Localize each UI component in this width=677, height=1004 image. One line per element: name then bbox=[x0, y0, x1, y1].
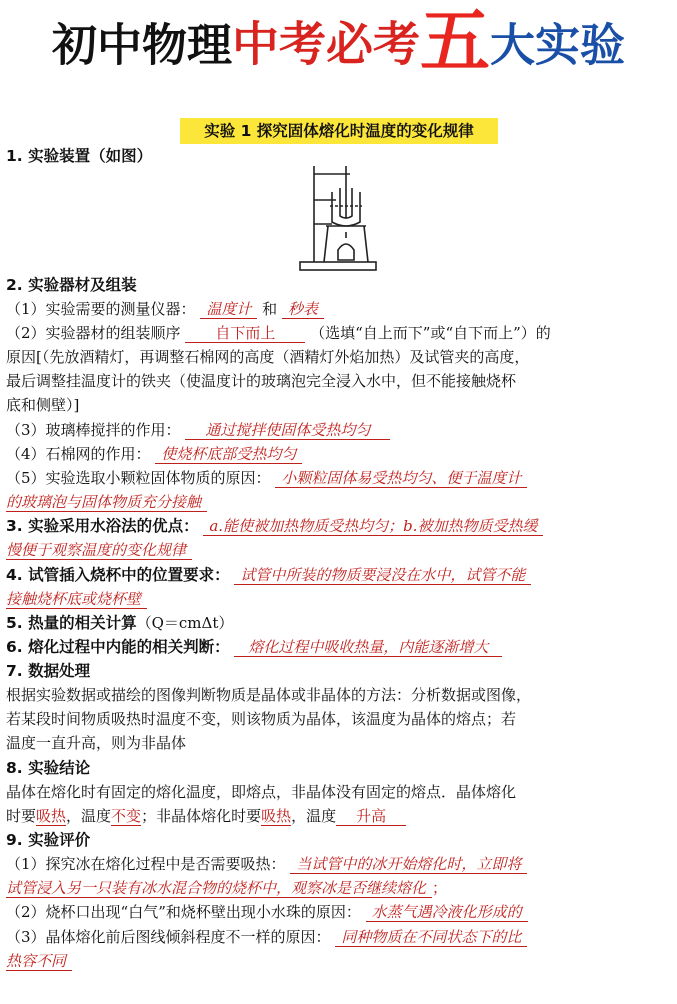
section-5-heading: 5. 热量的相关计算 bbox=[6, 614, 137, 632]
s5-line bbox=[6, 611, 671, 635]
s9-q3-answer-1: 同种物质在不同状态下的比 bbox=[335, 928, 527, 947]
s2-q5-answer-2: 的玻璃泡与固体物质充分接触 bbox=[6, 493, 207, 512]
s2-q4-line bbox=[6, 442, 671, 466]
s9-q3-prompt: （3）晶体熔化前后图线倾斜程度不一样的原因： bbox=[6, 928, 331, 946]
s7-text-3: 温度一直升高，则为非晶体 bbox=[6, 734, 187, 752]
s5-formula: （Q＝cmΔt） bbox=[136, 614, 234, 632]
s2-q2-reason-line-2: 最后调整挂温度计的铁夹（使温度计的玻璃泡完全浸入水中，但不能接触烧杯 bbox=[6, 372, 517, 390]
s2-q5-prompt: （5）实验选取小颗粒固体物质的原因： bbox=[6, 469, 271, 487]
s2-q2-options: （选填“自上而下”或“自下而上”）的 bbox=[310, 324, 551, 342]
s2-q2-reason-line-1: 原因[（先放酒精灯，再调整石棉网的高度（酒精灯外焰加热）及试管夹的高度， bbox=[6, 348, 530, 366]
title-part-2: 中考必考 bbox=[232, 17, 420, 73]
s3-answer-1: a.能使被加热物质受热均匀；b.被加热物质受热缓 bbox=[203, 517, 543, 536]
s4-line-2 bbox=[6, 587, 671, 611]
s9-q2-prompt: （2）烧杯口出现“白气”和烧杯壁出现小水珠的原因： bbox=[6, 903, 361, 921]
s2-q2-answer: 自下而上 bbox=[185, 324, 305, 343]
s8-text-2-mid-1: ，温度 bbox=[66, 807, 112, 825]
s3-answer-2: 慢便于观察温度的变化规律 bbox=[6, 541, 192, 560]
s9-q2-answer: 水蒸气遇冷液化形成的 bbox=[366, 903, 528, 922]
s4-line bbox=[6, 563, 671, 587]
section-9-heading: 9. 实验评价 bbox=[6, 831, 91, 849]
s2-q2-line bbox=[6, 321, 671, 345]
s2-q3-line bbox=[6, 418, 671, 442]
page-title bbox=[0, 0, 677, 110]
s7-text-2: 若某段时间物质吸热时温度不变，则该物质为晶体，该温度为晶体的熔点；若 bbox=[6, 710, 517, 728]
s4-answer-1: 试管中所装的物质要浸没在水中，试管不能 bbox=[234, 566, 531, 585]
s2-q4-answer: 使烧杯底部受热均匀 bbox=[155, 445, 302, 464]
s2-q2-reason-line-3: 底和侧壁）] bbox=[6, 396, 80, 414]
section-6-heading: 6. 熔化过程中内能的相关判断： bbox=[6, 638, 230, 656]
s2-q5-line-2 bbox=[6, 490, 671, 514]
s9-q1-line bbox=[6, 852, 671, 876]
s9-q1-line-2 bbox=[6, 876, 671, 900]
s2-q1-answer-2: 秒表 bbox=[282, 300, 324, 319]
s6-answer: 熔化过程中吸收热量，内能逐渐增大 bbox=[234, 638, 502, 657]
s8-answer-1: 吸热 bbox=[36, 807, 67, 825]
s8-text-2-mid-3: ，温度 bbox=[291, 807, 337, 825]
s8-answer-3: 吸热 bbox=[261, 807, 292, 825]
s2-q5-answer-1: 小颗粒固体易受热均匀、便于温度计 bbox=[275, 469, 527, 488]
s9-q1-answer-1: 当试管中的冰开始熔化时，立即将 bbox=[290, 855, 527, 874]
s3-line bbox=[6, 514, 671, 538]
s4-answer-2: 接触烧杯底或烧杯壁 bbox=[6, 590, 147, 609]
s2-q1-connector: 和 bbox=[262, 300, 278, 318]
s6-line bbox=[6, 635, 671, 659]
s8-answer-4: 升高 bbox=[336, 807, 406, 826]
title-part-3: 五 bbox=[420, 0, 490, 82]
s7-text-1: 根据实验数据或描绘的图像判断物质是晶体或非晶体的方法：分析数据或图像， bbox=[6, 686, 532, 704]
s2-q1-prompt: （1）实验需要的测量仪器： bbox=[6, 300, 196, 318]
s9-q1-end: ； bbox=[432, 879, 448, 897]
s9-q3-line bbox=[6, 925, 671, 949]
s9-q3-answer-2: 热容不同 bbox=[6, 952, 72, 971]
section-1-heading: 1. 实验装置（如图） bbox=[6, 147, 153, 165]
s9-q1-prompt: （1）探究冰在熔化过程中是否需要吸热： bbox=[6, 855, 286, 873]
s2-q1-line bbox=[6, 297, 671, 321]
s8-text-1: 晶体在熔化时有固定的熔化温度，即熔点，非晶体没有固定的熔点．晶体熔化 bbox=[6, 783, 517, 801]
s8-text-2-mid-2: ；非晶体熔化时要 bbox=[141, 807, 262, 825]
section-3-heading: 3. 实验采用水浴法的优点： bbox=[6, 517, 199, 535]
section-8-heading: 8. 实验结论 bbox=[6, 759, 91, 777]
apparatus-illustration bbox=[294, 162, 388, 276]
s2-q3-answer: 通过搅拌使固体受热均匀 bbox=[185, 421, 390, 440]
s3-line-2 bbox=[6, 538, 671, 562]
experiment-banner: 实验 1 探究固体熔化时温度的变化规律 bbox=[180, 118, 498, 144]
s8-text-2-start: 时要 bbox=[6, 807, 37, 825]
section-4-heading: 4. 试管插入烧杯中的位置要求： bbox=[6, 566, 230, 584]
s2-q1-answer-1: 温度计 bbox=[200, 300, 257, 319]
s8-answer-2: 不变 bbox=[111, 807, 142, 825]
section-7-heading: 7. 数据处理 bbox=[6, 662, 91, 680]
title-part-1: 初中物理 bbox=[51, 18, 232, 72]
s2-q5-line bbox=[6, 466, 671, 490]
s9-q2-line bbox=[6, 900, 671, 924]
s8-text-2 bbox=[6, 804, 671, 828]
s2-q3-prompt: （3）玻璃棒搅拌的作用： bbox=[6, 421, 181, 439]
title-part-4: 大实验 bbox=[490, 18, 626, 72]
s9-q3-line-2 bbox=[6, 949, 671, 973]
s9-q1-answer-2: 试管浸入另一只装有冰水混合物的烧杯中，观察冰是否继续熔化 bbox=[6, 879, 432, 898]
section-2-heading: 2. 实验器材及组装 bbox=[6, 276, 137, 294]
s2-q2-prompt: （2）实验器材的组装顺序 bbox=[6, 324, 181, 342]
s2-q4-prompt: （4）石棉网的作用： bbox=[6, 445, 151, 463]
